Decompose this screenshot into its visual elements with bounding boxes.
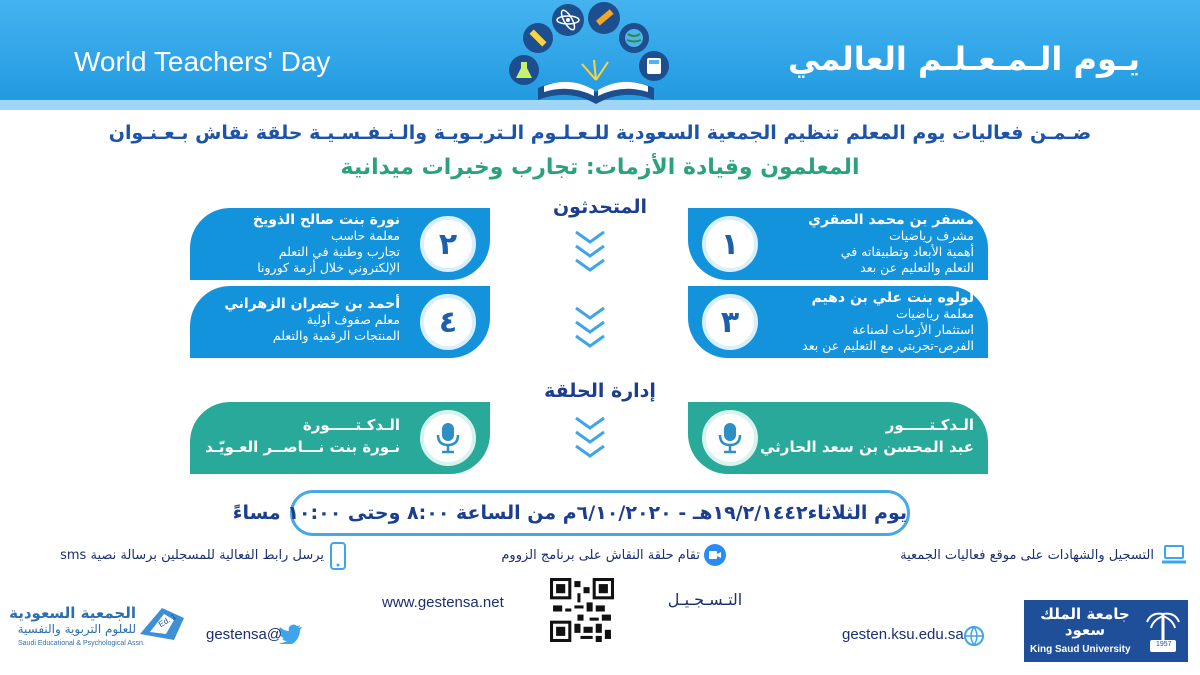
speaker-number: ٤ — [420, 294, 476, 350]
twitter-handle[interactable]: gestensa@ — [206, 626, 283, 643]
ksu-logo — [1024, 600, 1188, 662]
association-logo — [9, 604, 188, 654]
speaker-topic: استثمار الأزمات لصناعة — [852, 322, 974, 337]
speaker-topic: الإلكتروني خلال أزمة كورونا — [257, 260, 400, 275]
pencil-icon — [588, 2, 620, 34]
atom-icon — [552, 4, 584, 36]
association-name-en: Saudi Educational & Psychological Assn. — [18, 640, 145, 647]
speakers-heading: المتحدثون — [552, 196, 648, 218]
moderator-name: عبد المحسن بن سعد الحارثي — [760, 438, 974, 456]
association-name-ar: الجمعية السعودية — [9, 604, 136, 622]
speaker-card-4 — [190, 286, 490, 358]
speaker-name: نورة بنت صالح الذويخ — [252, 212, 400, 228]
speaker-topic: أهمية الأبعاد وتطبيقاته في — [840, 244, 974, 259]
sms-note: يرسل رابط الفعالية للمسجلين برسالة نصية sms — [60, 548, 324, 563]
registration-note: التسجيل والشهادات على موقع فعاليات الجمعية — [900, 548, 1154, 563]
phone-icon — [330, 542, 346, 570]
chevron-down-icon — [570, 228, 610, 276]
speaker-topic: الفرص-تجربتي مع التعليم عن بعد — [802, 338, 974, 353]
ruler-icon — [523, 23, 553, 53]
speaker-card-2 — [190, 208, 490, 280]
speaker-role: معلمة حاسب — [330, 228, 400, 243]
banner-title-ar: يـوم الـمـعـلـم العالمي — [787, 40, 1140, 78]
moderator-name: نـورة بنت نـــاصــر العـويّـد — [205, 438, 400, 456]
speaker-number: ١ — [702, 216, 758, 272]
event-title: المعلمون وقيادة الأزمات: تجارب وخبرات ميدانية — [340, 155, 860, 180]
speaker-name: مسفر بن محمد الصقري — [808, 212, 974, 228]
website-link[interactable]: www.gestensa.net — [382, 594, 504, 611]
moderation-heading: إدارة الحلقة — [544, 380, 656, 402]
moderator-title: الـدكـتـــــور — [885, 416, 974, 434]
association-badge-text: Ed. 1 — [157, 611, 178, 630]
banner-title-en: World Teachers' Day — [74, 46, 331, 77]
speaker-topic: المنتجات الرقمية والتعلم — [272, 328, 400, 343]
association-subtitle-ar: للعلوم التربوية والنفسية — [17, 622, 136, 636]
chevron-down-icon — [570, 304, 610, 352]
intro-line: ضـمـن فعاليات يوم المعلم تنظيم الجمعية السعودية للـعـلـوم الـتربـويـة والـنـفـسـيـة حلقة نقاش بـعـنـوان — [108, 122, 1092, 144]
laptop-icon — [1162, 544, 1186, 566]
ksu-year: 1957 — [1156, 641, 1172, 648]
moderator-card-2 — [190, 402, 490, 474]
globe-icon — [964, 626, 984, 646]
flask-icon — [509, 55, 539, 85]
moderator-title: الـدكـتـــــورة — [302, 416, 400, 434]
open-book-icon — [538, 60, 654, 104]
ksu-name-ar: جامعة الملك سعود — [1040, 605, 1130, 639]
register-label: التـسـجـيـل — [667, 590, 743, 609]
moderator-card-1 — [688, 402, 988, 474]
video-camera-icon — [704, 544, 726, 566]
speaker-number: ٢ — [420, 216, 476, 272]
speaker-role: معلم صفوف أولية — [306, 312, 400, 327]
globe-icon — [619, 23, 649, 53]
palm-emblem-icon — [1144, 606, 1182, 656]
speaker-name: لولوه بنت علي بن دهيم — [811, 290, 974, 306]
chevron-down-icon — [570, 414, 610, 462]
microphone-icon — [420, 410, 476, 466]
speaker-name: أحمد بن خضران الزهراني — [224, 296, 400, 312]
microphone-icon — [702, 410, 758, 466]
ksu-name-en: King Saud University — [1030, 644, 1131, 655]
speaker-topic: تجارب وطنية في التعلم — [278, 244, 400, 259]
zoom-note: تقام حلقة النقاش على برنامج الزووم — [501, 548, 700, 563]
speaker-role: مشرف رياضيات — [889, 228, 974, 243]
qr-code-icon[interactable] — [550, 578, 614, 642]
education-emblem — [498, 0, 698, 110]
speaker-card-3 — [688, 286, 988, 358]
speaker-topic: التعلم والتعليم عن بعد — [860, 260, 974, 275]
speaker-card-1 — [688, 208, 988, 280]
calculator-icon — [639, 51, 669, 81]
ksu-website-link[interactable]: gesten.ksu.edu.sa — [842, 626, 964, 643]
event-date: يوم الثلاثاء١٩/٢/١٤٤٢هـ - ٦/١٠/٢٠٢٠م من الساعة ٨:٠٠ وحتى ١٠:٠٠ مساءً — [290, 490, 910, 536]
speaker-role: معلمة رياضيات — [895, 306, 974, 321]
speaker-number: ٣ — [702, 294, 758, 350]
